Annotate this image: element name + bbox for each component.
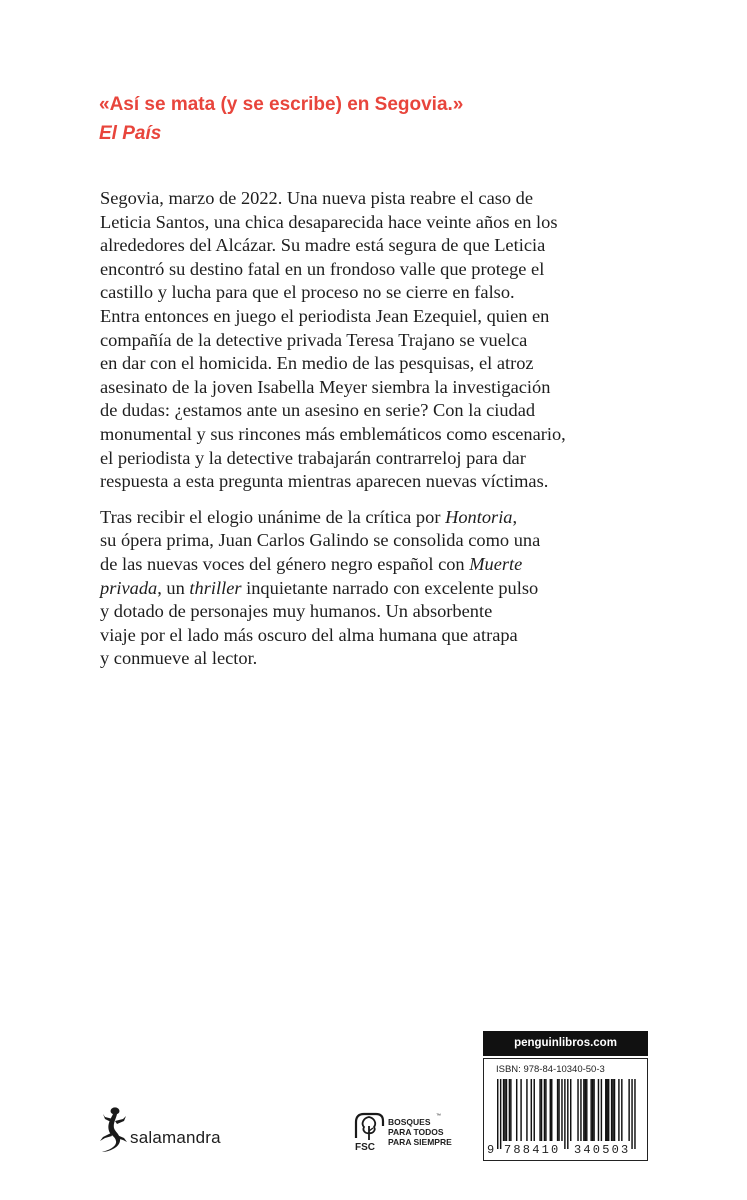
barcode-bar xyxy=(545,1079,546,1141)
author-paragraph xyxy=(100,506,700,671)
barcode-bar xyxy=(601,1079,602,1141)
book-title-hontoria: Hontoria xyxy=(445,506,513,527)
author-line: y dotado de personajes muy humanos. Un absorbente xyxy=(100,601,493,622)
publisher-name: salamandra xyxy=(130,1128,221,1147)
barcode-bar xyxy=(634,1079,635,1149)
barcode-bar xyxy=(516,1079,517,1141)
author-line: viaje por el lado más oscuro del alma humana que atrapa xyxy=(100,624,518,645)
review-quote xyxy=(99,90,699,148)
barcode-bar xyxy=(628,1079,629,1141)
synopsis-line: respuesta a esta pregunta mientras aparecen nuevas víctimas. xyxy=(100,471,549,492)
barcode-bar xyxy=(614,1079,615,1141)
barcode-bar xyxy=(497,1079,498,1149)
fsc-slogan-line: PARA SIEMPRE xyxy=(388,1137,452,1147)
barcode-bar xyxy=(580,1079,581,1141)
barcode-bar xyxy=(567,1079,568,1149)
synopsis-line: Leticia Santos, una chica desaparecida hace veinte años en los xyxy=(100,211,558,232)
fsc-code: FSC xyxy=(355,1142,375,1153)
barcode-bar xyxy=(544,1079,545,1141)
barcode-bar xyxy=(550,1079,551,1141)
barcode-bar xyxy=(558,1079,559,1141)
synopsis-line: castillo y lucha para que el proceso no se cierre en falso. xyxy=(100,282,515,303)
synopsis-line: compañía de la detective privada Teresa Trajano se vuelca xyxy=(100,329,528,350)
barcode-bar xyxy=(607,1079,608,1141)
barcode-bar xyxy=(509,1079,510,1141)
barcode-bar xyxy=(520,1079,521,1141)
author-text: inquietante narrado con excelente pulso xyxy=(241,577,539,598)
synopsis-paragraph xyxy=(100,187,700,494)
barcode-panel xyxy=(483,1058,648,1161)
ean-right-digits: 340503 xyxy=(574,1143,631,1157)
barcode-bar xyxy=(539,1079,540,1141)
barcode-bar xyxy=(510,1079,511,1141)
ean-left-digits: 788410 xyxy=(504,1143,561,1157)
author-text: de las nuevas voces del género negro español con xyxy=(100,553,470,574)
author-line: su ópera prima, Juan Carlos Galindo se consolida como una xyxy=(100,530,541,551)
barcode-bar xyxy=(611,1079,612,1141)
barcode-bar xyxy=(618,1079,619,1141)
fsc-tree-icon xyxy=(352,1108,386,1142)
barcode-bar xyxy=(500,1079,501,1149)
website-label: penguinlibros.com xyxy=(483,1031,648,1056)
isbn-box xyxy=(483,1031,648,1161)
author-line xyxy=(100,577,700,601)
synopsis-line: encontró su destino fatal en un frondoso valle que protege el xyxy=(100,258,545,279)
publisher-logo xyxy=(96,1106,246,1156)
fsc-slogan-line: BOSQUES xyxy=(388,1117,431,1127)
quote-text: «Así se mata (y se escribe) en Segovia.» xyxy=(99,94,464,115)
barcode-bar xyxy=(564,1079,565,1149)
barcode-bar xyxy=(621,1079,622,1141)
barcode-bar xyxy=(551,1079,552,1141)
quote-source: El País xyxy=(99,123,162,144)
barcode-bar xyxy=(583,1079,584,1141)
trademark-mark: ™ xyxy=(436,1113,441,1119)
synopsis-line: de dudas: ¿estamos ante un asesino en serie? Con la ciudad xyxy=(100,400,536,421)
barcode-bar xyxy=(570,1079,571,1141)
isbn-number: ISBN: 978-84-10340-50-3 xyxy=(496,1064,605,1075)
barcode-bar xyxy=(541,1079,542,1141)
author-line xyxy=(100,506,700,530)
genre-word: thriller xyxy=(189,577,242,598)
barcode-bar xyxy=(608,1079,609,1141)
barcode-bar xyxy=(504,1079,505,1141)
synopsis-line: Entra entonces en juego el periodista Jean Ezequiel, quien en xyxy=(100,305,550,326)
synopsis-line: en dar con el homicida. En medio de las pesquisas, el atroz xyxy=(100,353,534,374)
barcode-bar xyxy=(585,1079,586,1141)
author-text: Tras recibir el elogio unánime de la crítica por xyxy=(100,506,446,527)
salamander-icon xyxy=(96,1106,130,1156)
barcode-bar xyxy=(506,1079,507,1141)
barcode-bar xyxy=(590,1079,591,1141)
author-line xyxy=(100,553,700,577)
synopsis-line: Segovia, marzo de 2022. Una nueva pista reabre el caso de xyxy=(100,188,534,208)
barcode-bar xyxy=(577,1079,578,1141)
author-line: y conmueve al lector. xyxy=(100,648,258,669)
synopsis-line: alrededores del Alcázar. Su madre está segura de que Leticia xyxy=(100,235,546,256)
synopsis-line: monumental y sus rincones más emblemáticos como escenario, xyxy=(100,423,566,444)
barcode-bar xyxy=(531,1079,532,1141)
body-text xyxy=(100,187,700,671)
author-text: , xyxy=(512,506,518,527)
barcode-bar xyxy=(631,1079,632,1149)
fsc-slogan-line: PARA TODOS xyxy=(388,1127,444,1137)
barcode-bar xyxy=(598,1079,599,1141)
synopsis-line: el periodista y la detective trabajarán contrarreloj para dar xyxy=(100,447,526,468)
fsc-slogan xyxy=(388,1117,452,1147)
barcode-bar xyxy=(605,1079,606,1141)
barcode-bar xyxy=(526,1079,527,1141)
barcode-bar xyxy=(557,1079,558,1141)
barcode-bar xyxy=(593,1079,594,1141)
barcode-bar xyxy=(586,1079,587,1141)
barcode-bar xyxy=(561,1079,562,1141)
fsc-mark xyxy=(352,1108,495,1157)
barcode-bar xyxy=(503,1079,504,1141)
barcode-bar xyxy=(612,1079,613,1141)
synopsis-line: asesinato de la joven Isabella Meyer siembra la investigación xyxy=(100,376,551,397)
barcode-bar xyxy=(592,1079,593,1141)
author-text: , un xyxy=(157,577,190,598)
ean-first-digit: 9 xyxy=(487,1143,495,1157)
book-title-privada: privada xyxy=(100,577,158,598)
book-title-muerte: Muerte xyxy=(469,553,523,574)
barcode-bar xyxy=(534,1079,535,1141)
